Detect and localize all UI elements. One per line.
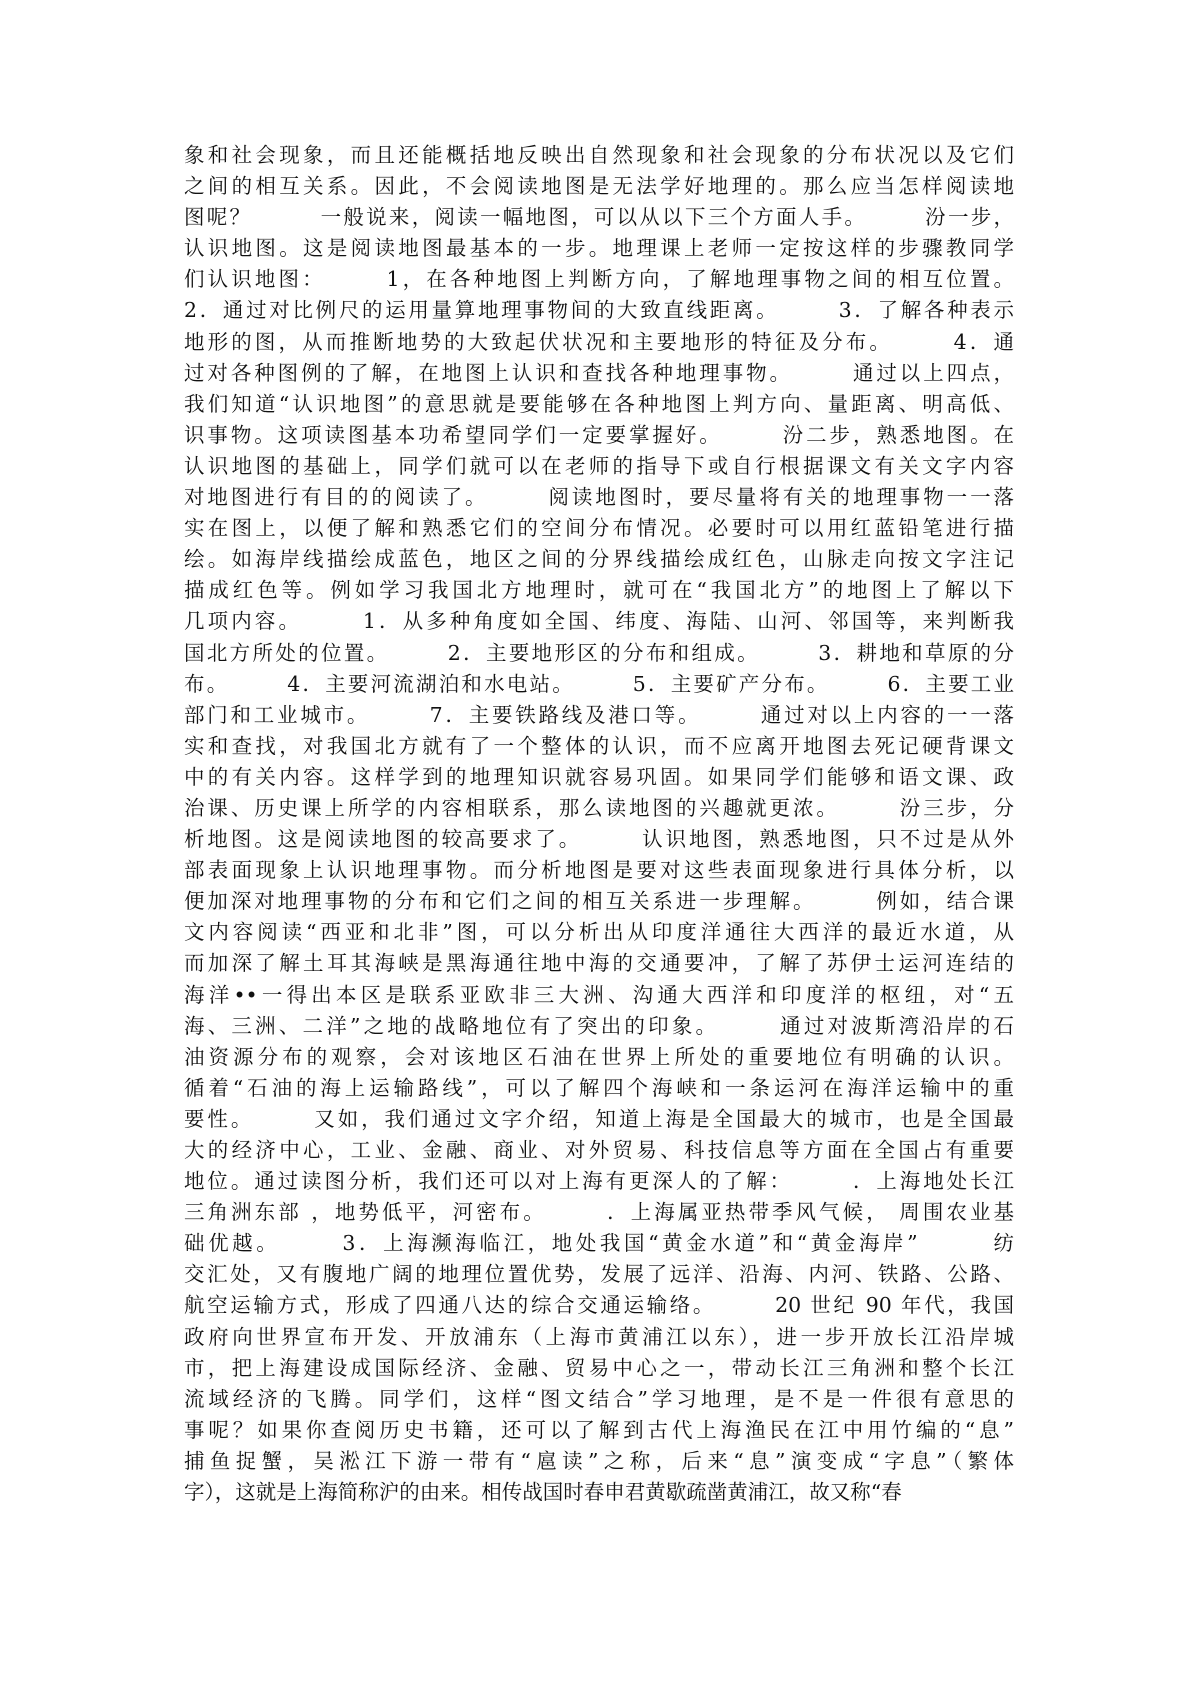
text-line: 海洋••一得出本区是联系亚欧非三大洲、沟通大西洋和印度洋的枢纽，对“五: [184, 982, 1014, 1007]
text-line: 识事物。这项读图基本功希望同学们一定要掌握好。 汾二步，熟悉地图。在: [184, 422, 1014, 447]
text-line: 认识地图的基础上，同学们就可以在老师的指导下或自行根据课文有关文字内容: [184, 453, 1014, 478]
text-line: 国北方所处的位置。 2．主要地形区的分布和组成。 3．耕地和草原的分: [184, 640, 1014, 665]
text-line: 描成红色等。例如学习我国北方地理时，就可在“我国北方”的地图上了解以下: [184, 578, 1014, 603]
text-line: 三角洲东部 ，地势低平，河密布。 ．上海属亚热带季风气候， 周围农业基: [184, 1200, 1014, 1225]
text-line: 海、三洲、二洋”之地的战略地位有了突出的印象。 通过对波斯湾沿岸的石: [184, 1013, 1014, 1038]
text-line: 治课、历史课上所学的内容相联系，那么读地图的兴趣就更浓。 汾三步，分: [184, 795, 1014, 820]
text-line: 2．通过对比例尺的运用量算地理事物间的大致直线距离。 3．了解各种表示: [184, 298, 1014, 323]
text-line: 大的经济中心，工业、金融、商业、对外贸易、科技信息等方面在全国占有重要: [184, 1138, 1014, 1162]
text-line: 几项内容。 1．从多种角度如全国、纬度、海陆、山河、邻国等，来判断我: [184, 609, 1014, 634]
text-line: 实和查找，对我国北方就有了一个整体的认识，而不应离开地图去死记硬背课文: [184, 733, 1014, 758]
text-line: 油资源分布的观察，会对该地区石油在世界上所处的重要地位有明确的认识。: [184, 1044, 1014, 1069]
text-line: 部门和工业城市。 7．主要铁路线及港口等。 通过对以上内容的一一落: [184, 702, 1014, 727]
text-line: 字），这就是上海简称沪的由来。相传战国时春申君黄歇疏凿黄浦江，故又称“春: [184, 1480, 902, 1505]
text-line: 捕鱼捉蟹，吴淞江下游一带有“扈读”之称，后来“息”演变成“字息”（繁体: [184, 1448, 1014, 1473]
text-line: 我们知道“认识地图”的意思就是要能够在各种地图上判方向、量距离、明高低、: [184, 391, 1014, 416]
text-line: 文内容阅读“西亚和北非”图，可以分析出从印度洋通往大西洋的最近水道，从: [184, 920, 1014, 945]
text-line: 地位。通过读图分析，我们还可以对上海有更深人的了解： ．上海地处长江: [184, 1169, 1014, 1194]
text-line: 交汇处，又有腹地广阔的地理位置优势，发展了远洋、沿海、内河、铁路、公路、: [184, 1262, 1014, 1287]
text-line: 图呢？ 一般说来，阅读一幅地图，可以从以下三个方面人手。 汾一步，: [184, 205, 1014, 230]
text-line: 绘。如海岸线描绘成蓝色，地区之间的分界线描绘成红色，山脉走向按文字注记: [184, 547, 1014, 572]
text-line: 对地图进行有目的的阅读了。 阅读地图时，要尽量将有关的地理事物一一落: [184, 485, 1014, 510]
text-line: 部表面现象上认识地理事物。而分析地图是要对这些表面现象进行具体分析，以: [184, 858, 1014, 883]
text-line: 析地图。这是阅读地图的较高要求了。 认识地图，熟悉地图，只不过是从外: [184, 827, 1014, 852]
text-line: 中的有关内容。这样学到的地理知识就容易巩固。如果同学们能够和语文课、政: [184, 764, 1014, 789]
text-line: 实在图上，以便了解和熟悉它们的空间分布情况。必要时可以用红蓝铅笔进行描: [184, 516, 1014, 541]
body-text: [184, 140, 1014, 1508]
text-line: 事呢？如果你查阅历史书籍，还可以了解到古代上海渔民在江中用竹编的“息”: [184, 1417, 1014, 1442]
text-line: 便加深对地理事物的分布和它们之间的相互关系进一步理解。 例如，结合课: [184, 889, 1014, 914]
text-line: 市，把上海建设成国际经济、金融、贸易中心之一，带动长江三角洲和整个长江: [184, 1355, 1014, 1380]
text-line: 政府向世界宣布开发、开放浦东（上海市黄浦江以东），进一步开放长江沿岸城: [184, 1324, 1014, 1349]
text-line: 循着“石油的海上运输路线”，可以了解四个海峡和一条运河在海洋运输中的重: [184, 1075, 1014, 1100]
text-line: 要性。 又如，我们通过文字介绍，知道上海是全国最大的城市，也是全国最: [184, 1106, 1014, 1131]
text-line: 过对各种图例的了解，在地图上认识和查找各种地理事物。 通过以上四点，: [184, 360, 1014, 385]
text-line: 认识地图。这是阅读地图最基本的一步。地理课上老师一定按这样的步骤教同学: [184, 236, 1014, 261]
text-line: 象和社会现象，而且还能概括地反映出自然现象和社会现象的分布状况以及它们: [184, 143, 1014, 167]
text-line: 布。 4．主要河流湖泊和水电站。 5．主要矿产分布。 6．主要工业: [184, 671, 1014, 696]
text-line: 航空运输方式，形成了四通八达的综合交通运输络。 20 世纪 90 年代，我国: [184, 1293, 1014, 1318]
text-line: 流域经济的飞腾。同学们，这样“图文结合”学习地理，是不是一件很有意思的: [184, 1386, 1014, 1411]
text-line: 而加深了解土耳其海峡是黑海通往地中海的交通要冲，了解了苏伊士运河连结的: [184, 951, 1014, 976]
text-line: 础优越。 3．上海濒海临江，地处我国“黄金水道”和“黄金海岸” 纺: [184, 1231, 1014, 1256]
text-line: 们认识地图： 1，在各种地图上判断方向，了解地理事物之间的相互位置。: [184, 267, 1014, 292]
text-line: 地形的图，从而推断地势的大致起伏状况和主要地形的特征及分布。 4．通: [184, 329, 1014, 354]
text-line: 之间的相互关系。因此，不会阅读地图是无法学好地理的。那么应当怎样阅读地: [184, 174, 1014, 199]
